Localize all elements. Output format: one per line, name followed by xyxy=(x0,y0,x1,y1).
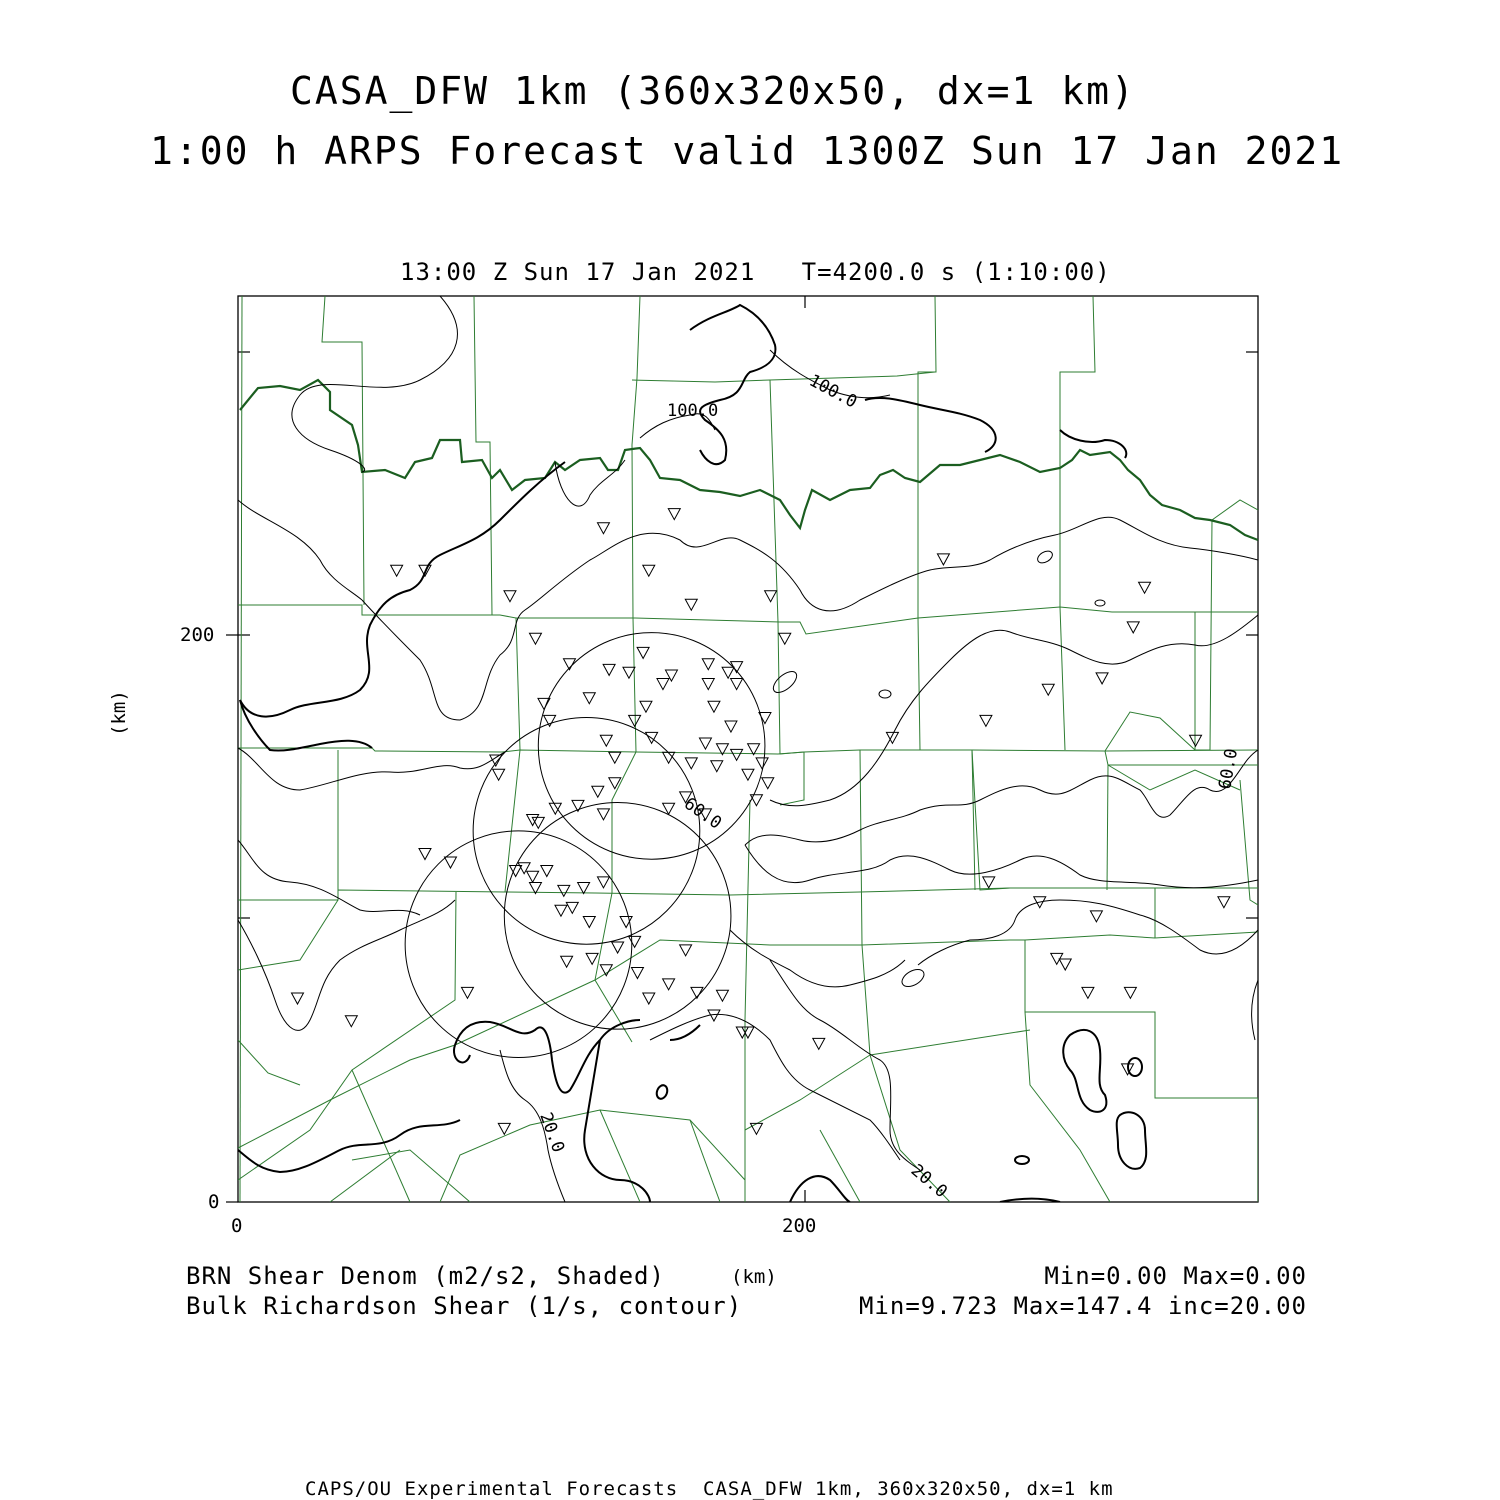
contour-label: 20.0 xyxy=(535,1109,569,1156)
station-marker xyxy=(609,752,621,763)
station-marker xyxy=(937,554,949,565)
shaded-field-stats: Min=0.00 Max=0.00 xyxy=(1044,1262,1307,1290)
station-marker xyxy=(345,1016,357,1027)
station-marker xyxy=(711,761,723,772)
station-marker xyxy=(566,902,578,913)
station-marker xyxy=(1218,897,1230,908)
station-marker xyxy=(623,667,635,678)
station-marker xyxy=(657,679,669,690)
station-marker xyxy=(702,679,714,690)
x-axis-unit: (km) xyxy=(731,1266,777,1288)
station-marker xyxy=(592,786,604,797)
station-marker xyxy=(750,1123,762,1134)
station-marker xyxy=(643,993,655,1004)
x-tick-label: 0 xyxy=(231,1215,243,1237)
station-marker xyxy=(708,701,720,712)
time-label: 13:00 Z Sun 17 Jan 2021 T=4200.0 s (1:10:00) xyxy=(400,258,1111,286)
station-marker xyxy=(716,990,728,1001)
station-marker xyxy=(461,987,473,998)
river-boundary xyxy=(240,380,1258,540)
station-marker xyxy=(561,956,573,967)
station-marker xyxy=(748,744,760,755)
radar-range-ring xyxy=(504,803,731,1030)
contour-label: 20.0 xyxy=(906,1160,952,1203)
station-marker xyxy=(722,667,734,678)
station-marker xyxy=(493,769,505,780)
station-marker xyxy=(597,877,609,888)
station-marker xyxy=(685,758,697,769)
station-marker xyxy=(731,679,743,690)
contour-label-group xyxy=(535,371,1242,1202)
contour-label: 100.0 xyxy=(667,401,719,421)
y-tick-label: 0 xyxy=(208,1191,220,1213)
x-tick-label: 200 xyxy=(782,1215,817,1237)
station-marker xyxy=(731,749,743,760)
station-marker xyxy=(685,599,697,610)
station-marker xyxy=(750,795,762,806)
station-marker xyxy=(1139,582,1151,593)
contour-label: 60.0 xyxy=(680,793,726,834)
y-tick-label: 200 xyxy=(180,624,215,646)
station-marker xyxy=(725,721,737,732)
station-marker xyxy=(603,664,615,675)
station-marker xyxy=(640,701,652,712)
contour-field-stats: Min=9.723 Max=147.4 inc=20.00 xyxy=(858,1292,1307,1320)
station-marker xyxy=(527,815,539,826)
radar-range-ring xyxy=(538,633,765,860)
station-marker xyxy=(665,670,677,681)
station-marker xyxy=(765,591,777,602)
station-marker xyxy=(699,738,711,749)
station-marker xyxy=(444,857,456,868)
station-marker xyxy=(663,979,675,990)
station-marker xyxy=(631,968,643,979)
title-line-1: CASA_DFW 1km (360x320x50, dx=1 km) xyxy=(290,69,1136,113)
plot-frame xyxy=(238,296,1258,1202)
radar-range-ring xyxy=(405,831,632,1058)
station-marker xyxy=(668,509,680,520)
station-marker xyxy=(586,953,598,964)
station-marker xyxy=(597,809,609,820)
station-marker xyxy=(583,693,595,704)
station-marker xyxy=(1127,622,1139,633)
station-marker xyxy=(1082,987,1094,998)
y-axis-unit: (km) xyxy=(108,690,130,736)
stations xyxy=(291,509,1229,1135)
shear-contours-bold xyxy=(238,305,1146,1202)
station-marker xyxy=(597,523,609,534)
station-marker xyxy=(637,647,649,658)
shaded-field-label: BRN Shear Denom (m2/s2, Shaded) xyxy=(186,1262,665,1290)
station-marker xyxy=(612,942,624,953)
station-marker xyxy=(583,917,595,928)
station-marker xyxy=(578,883,590,894)
station-marker xyxy=(1042,684,1054,695)
station-marker xyxy=(983,877,995,888)
station-marker xyxy=(742,769,754,780)
station-marker xyxy=(291,993,303,1004)
station-marker xyxy=(527,871,539,882)
station-marker xyxy=(555,905,567,916)
station-marker xyxy=(980,715,992,726)
station-marker xyxy=(762,778,774,789)
station-marker xyxy=(541,866,553,877)
station-marker xyxy=(1096,673,1108,684)
station-marker xyxy=(529,633,541,644)
shear-contours xyxy=(238,296,1258,1202)
station-marker xyxy=(558,885,570,896)
station-marker xyxy=(702,659,714,670)
contour-label: 100.0 xyxy=(805,370,861,413)
footer-credit: CAPS/OU Experimental Forecasts CASA_DFW 1km, 360x320x50, dx=1 km xyxy=(305,1478,1114,1500)
contour-field-label: Bulk Richardson Shear (1/s, contour) xyxy=(186,1292,743,1320)
station-marker xyxy=(629,936,641,947)
station-marker xyxy=(504,591,516,602)
station-marker xyxy=(498,1123,510,1134)
station-marker xyxy=(391,565,403,576)
station-marker xyxy=(643,565,655,576)
station-marker xyxy=(680,945,692,956)
title-line-2: 1:00 h ARPS Forecast valid 1300Z Sun 17 Jan 2021 xyxy=(150,129,1345,173)
station-marker xyxy=(600,735,612,746)
station-marker xyxy=(756,758,768,769)
station-marker xyxy=(1190,735,1202,746)
contour-label: 60.0 xyxy=(1215,747,1243,791)
county-boundaries xyxy=(238,296,1258,1202)
station-marker xyxy=(1124,987,1136,998)
station-marker xyxy=(779,633,791,644)
station-marker xyxy=(1090,911,1102,922)
station-marker xyxy=(813,1038,825,1049)
station-marker xyxy=(419,849,431,860)
station-marker xyxy=(1059,959,1071,970)
station-marker xyxy=(629,715,641,726)
